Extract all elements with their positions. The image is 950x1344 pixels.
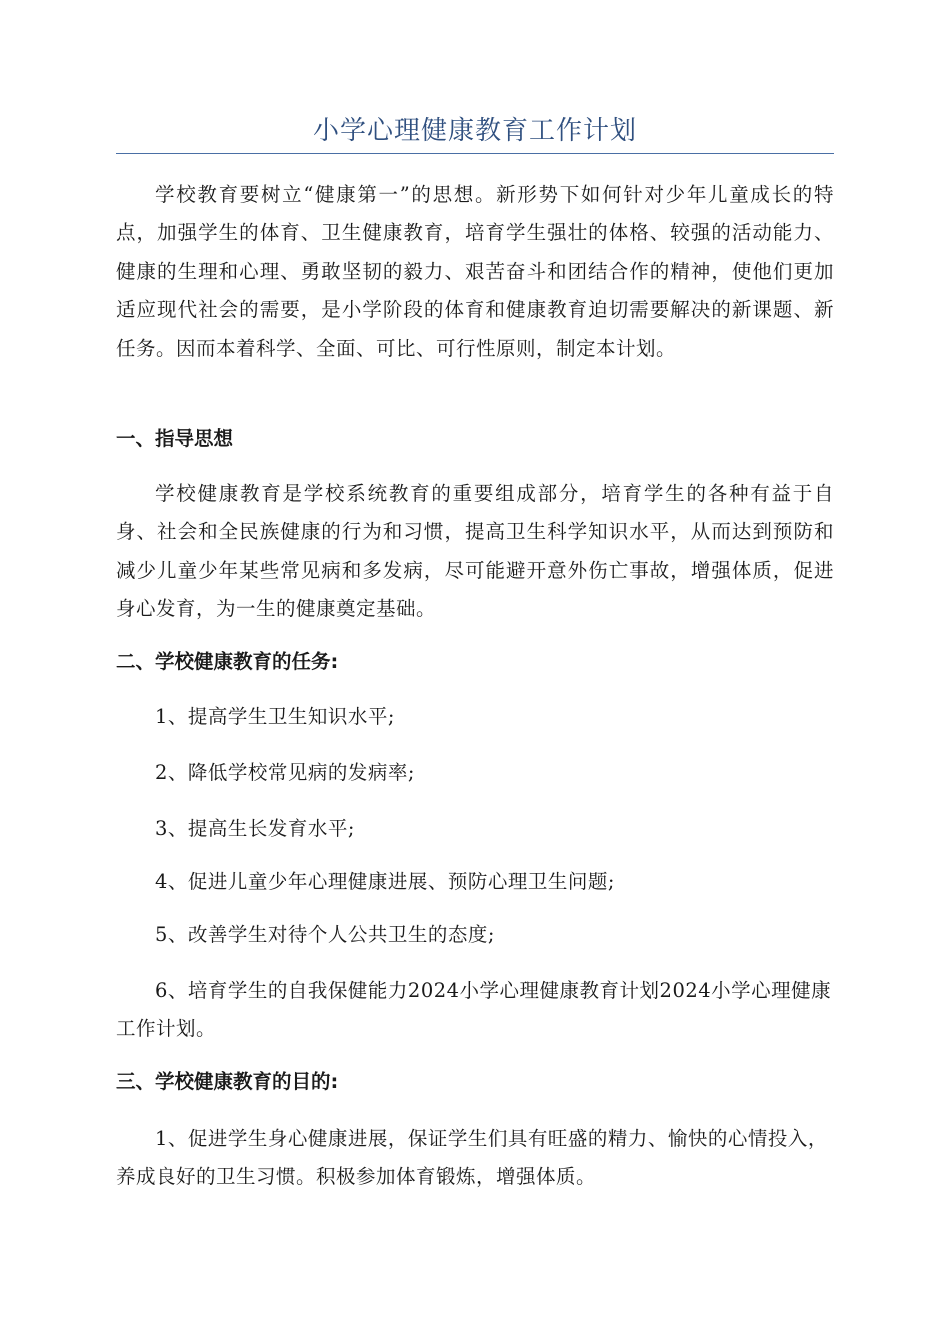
section-body-guiding-thought: 学校健康教育是学校系统教育的重要组成部分，培育学生的各种有益于自身、社会和全民族健康的行为和习惯，提高卫生科学知识水平，从而达到预防和减少儿童少年某些常见病和多发病，尽可能避开意外伤亡事故，增强体质，促进身心发育，为一生的健康奠定基础。 — [116, 482, 834, 621]
section-heading-tasks: 二、学校健康教育的任务: — [116, 650, 339, 673]
task-item-2: 2、降低学校常见病的发病率; — [155, 761, 415, 784]
task-item-3: 3、提高生长发育水平; — [155, 817, 355, 840]
document-title: 小学心理健康教育工作计划 — [312, 116, 637, 146]
intro-paragraph: 学校教育要树立“健康第一”的思想。新形势下如何针对少年儿童成长的特点，加强学生的体育、卫生健康教育，培育学生强壮的体格、较强的活动能力、健康的生理和心理、勇敢坚韧的毅力、艰苦奋斗和团结合作的精神，使他们更加适应现代社会的需要，是小学阶段的体育和健康教育迫切需要解决的新课题、新任务。因而本着科学、全面、可比、可行性原则，制定本计划。 — [116, 183, 834, 360]
task-item-6: 6、培育学生的自我保健能力2024小学心理健康教育计划2024小学心理健康工作计划。 — [116, 979, 832, 1041]
task-item-5: 5、改善学生对待个人公共卫生的态度; — [155, 923, 495, 946]
section-heading-purpose: 三、学校健康教育的目的: — [116, 1070, 339, 1093]
section-heading-guiding-thought: 一、指导思想 — [116, 427, 234, 450]
title-underline — [116, 153, 834, 154]
purpose-item-1: 1、促进学生身心健康进展，保证学生们具有旺盛的精力、愉快的心情投入，养成良好的卫生习惯。积极参加体育锻炼，增强体质。 — [116, 1127, 828, 1189]
task-item-1: 1、提高学生卫生知识水平; — [155, 705, 395, 728]
task-item-4: 4、促进儿童少年心理健康进展、预防心理卫生问题; — [155, 870, 615, 893]
